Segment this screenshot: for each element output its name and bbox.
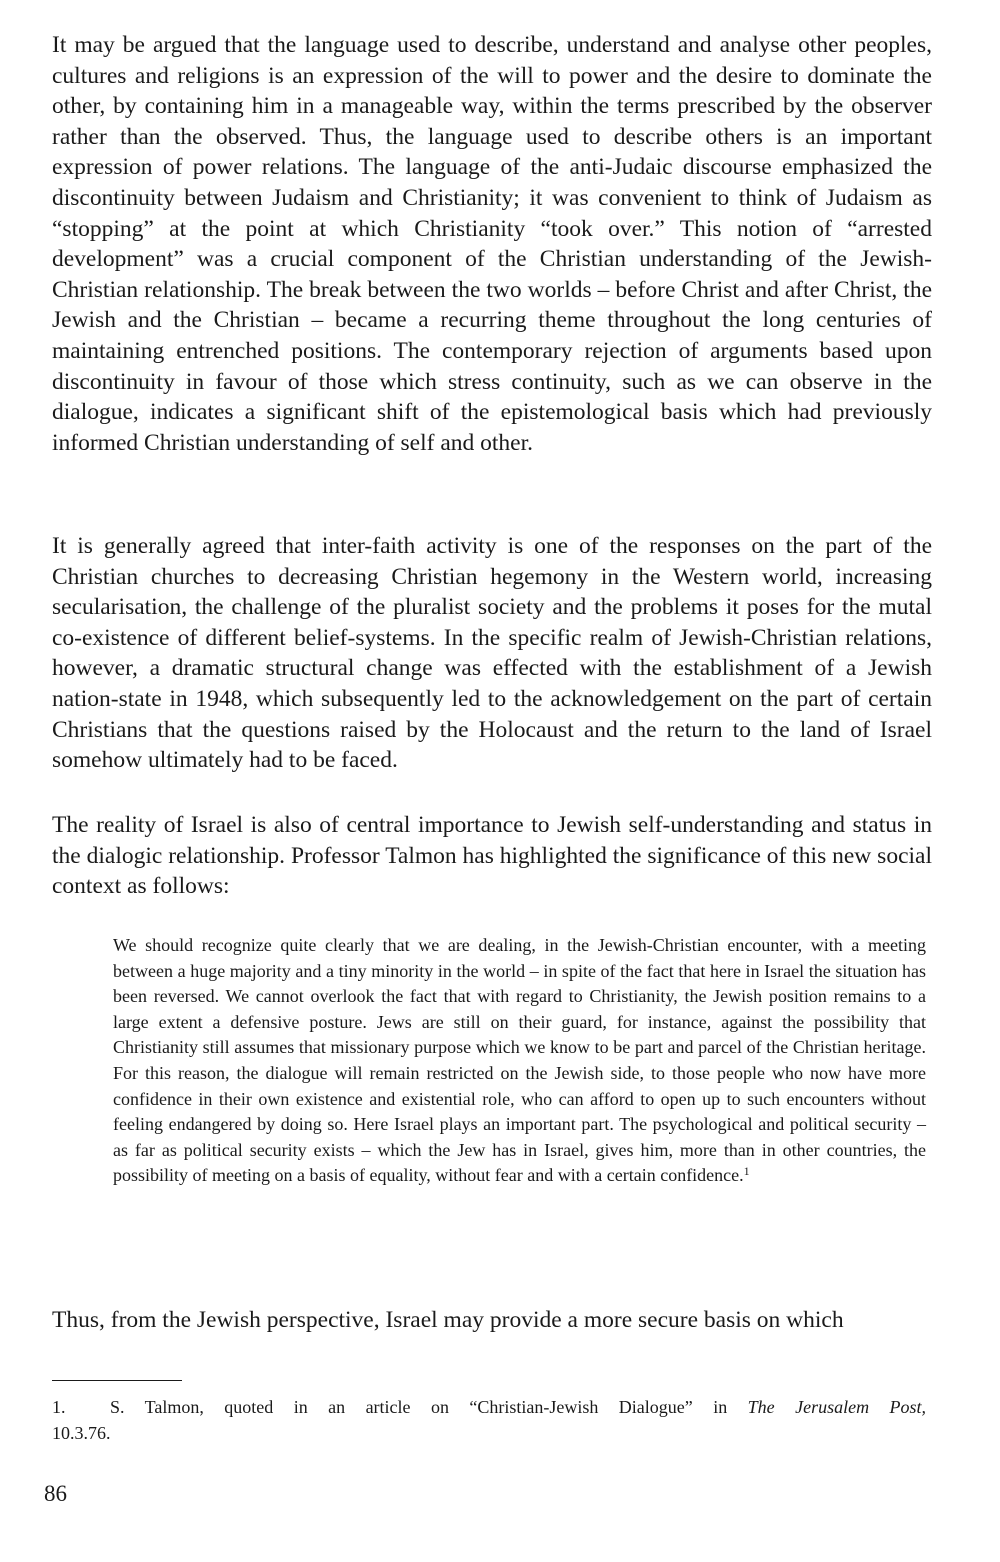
body-paragraph-3: The reality of Israel is also of central importance to Jewish self-understanding and status in the dialogic relationship. Professor Talmon has highlighted the significance of this new social context as follows: xyxy=(52,812,932,900)
footnote-text: S. Talmon, quoted in an article on “Christian-Jewish Dialogue” in xyxy=(110,1397,728,1417)
footnote-reference: 1 xyxy=(743,1164,750,1179)
footnote-number: 1. xyxy=(52,1397,66,1417)
block-quote-text: We should recognize quite clearly that we are dealing, in the Jewish-Christian encounter, with a meeting between a huge majority and a tiny minority in the world – in spite of the fact that here in Israel the situation has been reversed. We cannot overlook the fact that with regard to Christianity, the Jewish position remains to a large extent a defensive posture. Jews are still on their guard, for instance, against the possibility that Christianity still assumes that missionary purpose which we know to be part and parcel of the Christian heritage. For this reason, the dialogue will remain restricted on the Jewish side, to those people who now have more confidence in their own existence and existential role, who can afford to open up to such encounters without feeling endangered by doing so. Here Israel plays an important part. The psychological and political security – as far as political security exists – which the Jew has in Israel, gives him, more than in other countries, the possibility of meeting on a basis of equality, without fear and with a certain confidence. xyxy=(113,935,926,1186)
body-paragraph-2: It is generally agreed that inter-faith activity is one of the responses on the part of the Christian churches to decreasing Christian hegemony in the Western world, increasing secularisation, the challenge of the pluralist society and the problems it poses for the mutal co-existence of different belief-systems. In the specific realm of Jewish-Christian relations, however, a dramatic structural change was effected with the establishment of a Jewish nation-state in 1948, which subsequently led to the acknowledgement on the part of certain Christians that the questions raised by the Holocaust and the return to the land of Israel somehow ultimately had to be faced. xyxy=(52,533,932,774)
footnote xyxy=(52,1394,926,1446)
footnote-publication: The Jerusalem Post, xyxy=(747,1397,927,1417)
footnote-separator xyxy=(52,1380,182,1381)
page-number: 86 xyxy=(44,1481,67,1506)
body-paragraph-1: It may be argued that the language used to describe, understand and analyse other peoples, cultures and religions is an expression of the will to power and the desire to dominate the other, by containing him in a manageable way, within the terms prescribed by the observer rather than the observed. Thus, the language used to describe others is an important expression of power relations. The language of the anti-Judaic discourse emphasized the discontinuity between Judaism and Christianity; it was convenient to think of Judaism as “stopping” at the point at which Christianity “took over.” This notion of “arrested development” was a crucial component of the Christian understanding of the Jewish-Christian relationship. The break between the two worlds – before Christ and after Christ, the Jewish and the Christian – became a recurring theme throughout the long centuries of maintaining entrenched positions. The contemporary rejection of arguments based upon discontinuity in favour of those which stress continuity, such as we can observe in the dialogue, indicates a significant shift of the epistemological basis which had previously informed Christian understanding of self and other. xyxy=(52,32,932,456)
block-quote xyxy=(113,933,926,1189)
footnote-date: 10.3.76. xyxy=(52,1423,111,1443)
body-paragraph-4: Thus, from the Jewish perspective, Israel may provide a more secure basis on which xyxy=(52,1307,844,1333)
